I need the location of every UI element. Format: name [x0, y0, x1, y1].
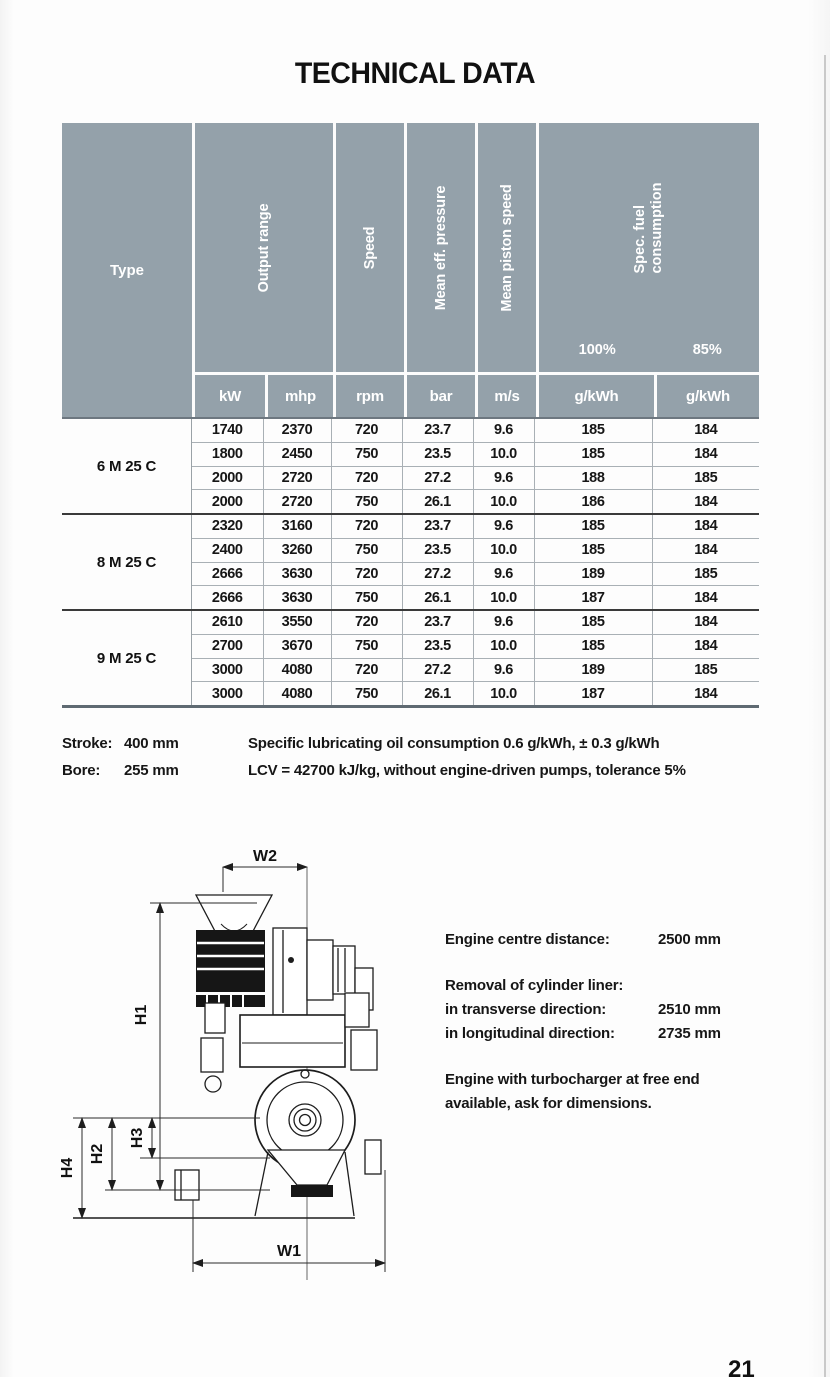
table-cell: 185 — [535, 539, 653, 562]
table-row — [192, 658, 759, 682]
table-cell: 2610 — [192, 611, 264, 634]
table-cell: 184 — [694, 614, 718, 631]
table-cell: 10.0 — [474, 490, 535, 513]
table-cell: 184 — [694, 422, 718, 439]
unit-gkwh-85: g/kWh — [654, 372, 759, 417]
header-output-range: Output range — [192, 123, 333, 372]
table-cell: 23.7 — [403, 611, 474, 634]
unit-ms: m/s — [475, 372, 536, 417]
table-cell: 4080 — [264, 659, 332, 682]
page-edge-line — [824, 55, 826, 1377]
table-cell: 720 — [332, 419, 403, 442]
dim-label-h4: H4 — [59, 1157, 76, 1179]
table-cell: 750 — [332, 490, 403, 513]
table-cell: 2320 — [192, 515, 264, 538]
table-cell: 184 — [694, 589, 718, 606]
table-cell: 184 — [694, 446, 718, 463]
centre-distance-value: 2500 mm — [658, 931, 721, 948]
table-cell: 720 — [332, 515, 403, 538]
header-speed: Speed — [333, 123, 404, 372]
table-cell: 3550 — [264, 611, 332, 634]
table-cell: 3260 — [264, 539, 332, 562]
table-row — [192, 634, 759, 658]
table-cell: 26.1 — [403, 682, 474, 705]
table-cell: 184 — [694, 518, 718, 535]
table-cell: 9.6 — [474, 515, 535, 538]
table-row — [192, 515, 759, 538]
table-cell: 9.6 — [474, 659, 535, 682]
table-cell: 2450 — [264, 443, 332, 466]
table-cell: 10.0 — [474, 539, 535, 562]
technical-data-table — [62, 123, 759, 708]
unit-gkwh-100: g/kWh — [536, 372, 654, 417]
consumption-notes — [248, 730, 768, 784]
table-cell: 720 — [332, 563, 403, 586]
table-cell: 26.1 — [403, 586, 474, 609]
table-header — [62, 123, 759, 417]
lube-consumption-note: Specific lubricating oil consumption 0.6 g/kWh, ± 0.3 g/kWh — [248, 735, 660, 752]
stroke-label: Stroke: — [62, 735, 113, 752]
page-number: 21 — [728, 1356, 755, 1377]
unit-kw: kW — [192, 372, 265, 417]
table-cell: 4080 — [264, 682, 332, 705]
header-mean-eff-pressure: Mean eff. pressure — [404, 123, 475, 372]
table-cell: 720 — [332, 611, 403, 634]
table-cell: 9.6 — [474, 611, 535, 634]
table-cell: 184 — [694, 685, 718, 702]
table-cell: 189 — [535, 659, 653, 682]
engine-type-label: 8 M 25 C — [62, 515, 192, 609]
table-cell: 750 — [332, 443, 403, 466]
table-cell: 26.1 — [403, 490, 474, 513]
header-load-85: 85% — [692, 342, 722, 358]
table-cell: 10.0 — [474, 443, 535, 466]
table-cell: 185 — [535, 635, 653, 658]
table-cell: 2000 — [192, 467, 264, 490]
table-cell: 750 — [332, 682, 403, 705]
table-row — [192, 538, 759, 562]
table-cell: 3670 — [264, 635, 332, 658]
table-cell: 185 — [694, 661, 718, 678]
table-cell: 27.2 — [403, 467, 474, 490]
engine-group — [62, 609, 759, 705]
table-cell: 9.6 — [474, 467, 535, 490]
stroke-value: 400 mm — [124, 735, 179, 752]
table-cell: 3000 — [192, 682, 264, 705]
table-cell: 2666 — [192, 586, 264, 609]
centre-distance-label: Engine centre distance: — [445, 931, 610, 948]
table-cell: 2720 — [264, 490, 332, 513]
table-cell: 3000 — [192, 659, 264, 682]
table-body — [62, 417, 759, 708]
table-cell: 185 — [694, 565, 718, 582]
table-cell: 23.5 — [403, 539, 474, 562]
removal-title: Removal of cylinder liner: — [445, 977, 624, 994]
table-cell: 2720 — [264, 467, 332, 490]
longitudinal-label: in longitudinal direction: — [445, 1025, 615, 1042]
unit-mhp: mhp — [265, 372, 333, 417]
unit-bar: bar — [404, 372, 475, 417]
table-cell: 10.0 — [474, 635, 535, 658]
table-cell: 184 — [694, 542, 718, 559]
table-cell: 9.6 — [474, 419, 535, 442]
transverse-label: in transverse direction: — [445, 1001, 607, 1018]
table-cell: 10.0 — [474, 586, 535, 609]
turbo-note-line2: available, ask for dimensions. — [445, 1095, 652, 1112]
table-cell: 2700 — [192, 635, 264, 658]
dim-label-h1: H1 — [133, 1004, 150, 1026]
table-cell: 3630 — [264, 563, 332, 586]
table-cell: 1740 — [192, 419, 264, 442]
header-spec-fuel-consumption: Spec. fuel consumption 100% 85% — [536, 123, 759, 372]
table-cell: 2666 — [192, 563, 264, 586]
page-title: TECHNICAL DATA — [294, 57, 536, 90]
table-cell: 23.5 — [403, 635, 474, 658]
table-cell: 720 — [332, 467, 403, 490]
table-cell: 187 — [535, 682, 653, 705]
table-cell: 187 — [535, 586, 653, 609]
lcv-note: LCV = 42700 kJ/kg, without engine-driven pumps, tolerance 5% — [248, 762, 686, 779]
engine-group — [62, 513, 759, 609]
unit-rpm: rpm — [333, 372, 404, 417]
longitudinal-value: 2735 mm — [658, 1025, 721, 1042]
table-cell: 188 — [535, 467, 653, 490]
table-cell: 2000 — [192, 490, 264, 513]
dim-label-w2: W2 — [253, 848, 277, 865]
header-mean-piston-speed: Mean piston speed — [475, 123, 536, 372]
table-cell: 10.0 — [474, 682, 535, 705]
engine-info-block — [445, 928, 805, 1116]
table-cell: 1800 — [192, 443, 264, 466]
stroke-bore-block — [62, 730, 242, 784]
table-row — [192, 562, 759, 586]
table-row — [192, 681, 759, 705]
table-row — [192, 585, 759, 609]
bore-value: 255 mm — [124, 762, 179, 779]
engine-type-label: 6 M 25 C — [62, 419, 192, 513]
table-cell: 185 — [535, 443, 653, 466]
table-row — [192, 442, 759, 466]
dim-label-w1: W1 — [277, 1243, 301, 1260]
dim-label-h3: H3 — [129, 1127, 146, 1149]
dim-label-h2: H2 — [89, 1143, 106, 1165]
table-cell: 750 — [332, 635, 403, 658]
table-cell: 186 — [535, 490, 653, 513]
table-cell: 2400 — [192, 539, 264, 562]
table-row — [192, 466, 759, 490]
engine-type-label: 9 M 25 C — [62, 611, 192, 705]
table-cell: 185 — [535, 515, 653, 538]
table-cell: 185 — [535, 419, 653, 442]
table-cell: 750 — [332, 586, 403, 609]
header-load-100: 100% — [578, 342, 616, 358]
transverse-value: 2510 mm — [658, 1001, 721, 1018]
table-cell: 3160 — [264, 515, 332, 538]
table-cell: 750 — [332, 539, 403, 562]
table-cell: 9.6 — [474, 563, 535, 586]
table-cell: 27.2 — [403, 563, 474, 586]
table-cell: 189 — [535, 563, 653, 586]
table-cell: 23.7 — [403, 515, 474, 538]
table-cell: 23.7 — [403, 419, 474, 442]
table-cell: 184 — [694, 638, 718, 655]
engine-group — [62, 419, 759, 513]
table-cell: 27.2 — [403, 659, 474, 682]
engine-drawing — [55, 840, 435, 1300]
table-cell: 184 — [694, 493, 718, 510]
bore-label: Bore: — [62, 762, 101, 779]
header-type: Type — [62, 123, 192, 417]
table-cell: 23.5 — [403, 443, 474, 466]
table-cell: 3630 — [264, 586, 332, 609]
table-row — [192, 489, 759, 513]
table-cell: 2370 — [264, 419, 332, 442]
table-row — [192, 419, 759, 442]
turbo-note-line1: Engine with turbocharger at free end — [445, 1071, 700, 1088]
table-cell: 720 — [332, 659, 403, 682]
table-row — [192, 611, 759, 634]
table-cell: 185 — [694, 469, 718, 486]
table-cell: 185 — [535, 611, 653, 634]
